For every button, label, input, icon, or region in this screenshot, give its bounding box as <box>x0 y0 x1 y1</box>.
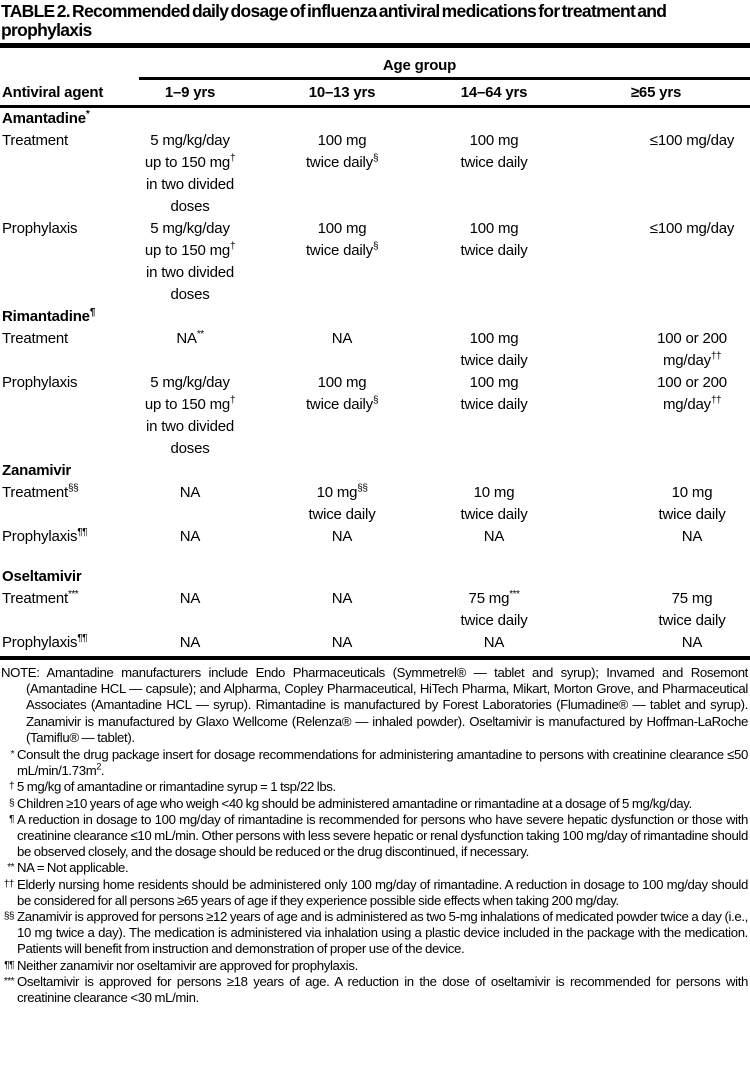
footnote <box>0 860 750 876</box>
row-label-cell: Prophylaxis <box>2 220 78 237</box>
dosage-row <box>0 130 750 218</box>
footnote-marker: ** <box>7 862 14 874</box>
dosage-line: twice daily <box>460 396 528 413</box>
dosage-line: twice daily§ <box>305 241 379 259</box>
dosage-line: doses <box>170 440 210 457</box>
age-column-header: 1–9 yrs <box>122 80 258 107</box>
dosage-cell <box>562 588 750 632</box>
footnote-marker: ¶ <box>9 813 14 825</box>
section-gap-cell <box>0 548 750 566</box>
dosage-line: 100 mg <box>317 374 367 391</box>
dosage-line: twice daily <box>460 612 528 629</box>
footnote <box>0 812 750 861</box>
dosage-line: 100 mg <box>469 132 519 149</box>
age-group-spacer-cell <box>0 55 122 80</box>
dosage-cell <box>426 218 562 306</box>
dosage-line: doses <box>170 198 210 215</box>
dosage-line: 100 mg <box>469 220 519 237</box>
drug-name-row <box>0 306 750 328</box>
dosage-cell <box>562 526 750 548</box>
dosage-line: 100 mg <box>317 220 367 237</box>
footnote-text: Neither zanamivir nor oseltamivir are approved for prophylaxis. <box>17 957 358 973</box>
footnote-text: Zanamivir is approved for persons ≥12 years of age and is administered as two 5-mg inhalations of medicated powder twice a day (i.e., 10 mg twice a day). The medication is administered via inhalation using a plastic device included in the package with the medication. Patients will benefit from instruction and demonstration of proper use of the device. <box>17 909 748 957</box>
dosage-cell <box>562 482 750 526</box>
dosage-cell <box>426 328 562 372</box>
dosage-cell <box>426 588 562 632</box>
footnote-marker: § <box>8 797 14 809</box>
dosage-cell <box>258 130 426 218</box>
drug-name-cell: Rimantadine¶ <box>2 307 95 325</box>
age-group-label: Age group <box>382 57 457 74</box>
footnotes <box>0 746 750 1006</box>
dosage-cell <box>122 328 258 372</box>
footnote-text: A reduction in dosage to 100 mg/day of rimantadine is recommended for persons who have severe hepatic dysfunction or those with creatinine clearance ≤10 mL/min. Other persons with less severe hepatic or renal dysfunction taking 100 mg/day of rimantadine should be observed closely, and the dosage should be reduced or the drug discontinued, if necessary. <box>17 811 748 860</box>
dosage-line: in two divided <box>145 176 235 193</box>
footnote-text: 5 mg/kg of amantadine or rimantadine syrup = 1 tsp/22 lbs. <box>17 779 336 795</box>
dosage-row <box>0 328 750 372</box>
footnote-text: Oseltamivir is approved for persons ≥18 years of age. A reduction in the dose of oseltamivir is recommended for persons with creatinine clearance <30 mL/min. <box>17 973 748 1006</box>
dosage-cell <box>258 328 426 372</box>
drug-name-cell: Oseltamivir <box>2 568 82 585</box>
dosage-line: NA <box>331 330 353 347</box>
dosage-cell <box>122 218 258 306</box>
drug-name-cell: Zanamivir <box>2 462 72 479</box>
dosage-line: up to 150 mg† <box>144 241 236 259</box>
dosage-cell <box>258 632 426 654</box>
dosage-line: 100 mg <box>469 330 519 347</box>
dosage-cell <box>426 130 562 218</box>
note-text: Amantadine manufacturers include Endo Pharmaceuticals (Symmetrel® — tablet and syrup); Invamed and Rosemont (Amantadine HCL — capsule); and Alpharma, Copley Pharmaceutical, HiTech Pharma, Mikart, Morton Grove, and Pharmaceutical Associates (Amantadine HCL — syrup). Rimantadine is manufactured by Forest Laboratories (Flumadine® — tablet and syrup). Zanamivir is manufactured by Glaxo Wellcome (Relenza® — inhaled powder). Oseltamivir is manufactured by Hoffman-LaRoche (Tamiflu® — tablet). <box>26 665 748 745</box>
age-column-header: 10–13 yrs <box>258 80 426 107</box>
dosage-cell <box>562 130 750 218</box>
footnote-marker: †† <box>3 878 14 890</box>
dosage-line: twice daily <box>460 352 528 369</box>
dosage-row <box>0 588 750 632</box>
drug-name-row <box>0 460 750 482</box>
row-label-cell: Treatment*** <box>2 589 79 607</box>
dosage-row <box>0 372 750 460</box>
footnote <box>0 958 750 974</box>
dosage-line: ≤100 mg/day <box>649 132 735 149</box>
footnote <box>0 909 750 958</box>
title-rule <box>0 43 750 48</box>
age-column-header: ≥65 yrs <box>562 80 750 107</box>
drug-name-row <box>0 107 750 131</box>
footnote-marker: ¶¶ <box>4 959 14 971</box>
footnote-marker: §§ <box>3 911 14 923</box>
dosage-line: NA <box>179 484 201 501</box>
dosage-line: twice daily§ <box>305 153 379 171</box>
footnote <box>0 796 750 812</box>
drug-name-row <box>0 566 750 588</box>
dosage-line: twice daily <box>658 612 726 629</box>
age-column-header: 14–64 yrs <box>426 80 562 107</box>
footnote-text: Consult the drug package insert for dosage recommendations for administering amantadine to persons with creatinine clearance ≤50 $mL/\min/1.73m^2$. <box>17 747 748 779</box>
dosage-line: NA <box>681 634 703 651</box>
dosage-line: 75 mg <box>671 590 713 607</box>
dosage-line: NA** <box>176 329 204 347</box>
footnote <box>0 877 750 909</box>
dosage-line: twice daily <box>658 506 726 523</box>
dosage-line: 5 mg/kg/day <box>150 132 230 149</box>
dosage-line: 10 mg <box>473 484 515 501</box>
dosage-cell <box>426 632 562 654</box>
dosage-line: 10 mg <box>671 484 713 501</box>
footnote-marker: † <box>8 781 14 793</box>
dosage-line: NA <box>681 528 703 545</box>
dosage-line: 100 or 200 mg/day†† <box>657 374 727 413</box>
footnote <box>0 747 750 779</box>
dosage-line: doses <box>170 286 210 303</box>
dosage-cell <box>562 328 750 372</box>
dosage-cell <box>122 482 258 526</box>
footnote <box>0 974 750 1006</box>
row-label-cell: Treatment§§ <box>2 483 79 501</box>
dosage-cell <box>562 372 750 460</box>
antiviral-agent-header: Antiviral agent <box>0 80 122 107</box>
dosage-cell <box>426 482 562 526</box>
dosage-line: NA <box>179 634 201 651</box>
dosage-table <box>0 55 750 654</box>
dosage-line: 5 mg/kg/day <box>150 374 230 391</box>
dosage-line: twice daily <box>460 154 528 171</box>
footnote <box>0 779 750 795</box>
dosage-line: 75 mg*** <box>468 589 520 607</box>
dosage-line: 100 or 200 mg/day†† <box>657 330 727 369</box>
row-label-cell: Treatment <box>2 132 69 149</box>
dosage-line: NA <box>179 590 201 607</box>
note-label: NOTE: <box>1 665 40 680</box>
table-title: TABLE 2. Recommended daily dosage of influenza antiviral medications for treatment and prophylaxis <box>1 1 667 40</box>
age-group-underline <box>139 57 750 80</box>
dosage-line: twice daily§ <box>305 395 379 413</box>
drug-name-cell: Amantadine* <box>2 109 90 127</box>
row-label-cell: Prophylaxis¶¶ <box>2 633 88 651</box>
dosage-line: NA <box>331 634 353 651</box>
dosage-line: 10 mg§§ <box>316 483 368 501</box>
dosage-line: up to 150 mg† <box>144 395 236 413</box>
row-label-cell: Treatment <box>2 330 69 347</box>
section-gap-row <box>0 548 750 566</box>
dosage-cell <box>122 372 258 460</box>
dosage-row <box>0 632 750 654</box>
dosage-cell <box>122 526 258 548</box>
dosage-cell <box>258 526 426 548</box>
dosage-line: 100 mg <box>317 132 367 149</box>
dosage-line: NA <box>331 528 353 545</box>
dosage-line: in two divided <box>145 418 235 435</box>
footnote-text: Children ≥10 years of age who weigh <40 kg should be administered amantadine or rimantadine at a dosage of 5 mg/kg/day. <box>17 795 692 811</box>
footnote-text: NA = Not applicable. <box>17 860 129 876</box>
dosage-cell <box>258 588 426 632</box>
dosage-line: 5 mg/kg/day <box>150 220 230 237</box>
dosage-line: twice daily <box>308 506 376 523</box>
column-header-row <box>0 80 750 107</box>
dosage-line: in two divided <box>145 264 235 281</box>
dosage-line: up to 150 mg† <box>144 153 236 171</box>
footnote-marker: * <box>10 749 14 761</box>
dosage-row <box>0 526 750 548</box>
dosage-cell <box>426 526 562 548</box>
dosage-cell <box>562 632 750 654</box>
dosage-cell <box>122 588 258 632</box>
dosage-line: twice daily <box>460 242 528 259</box>
dosage-cell <box>122 632 258 654</box>
dosage-line: NA <box>179 528 201 545</box>
dosage-line: NA <box>483 528 505 545</box>
dosage-line: twice daily <box>460 506 528 523</box>
age-group-cell <box>122 55 750 80</box>
row-label-cell: Prophylaxis <box>2 374 78 391</box>
dosage-row <box>0 218 750 306</box>
dosage-line: 100 mg <box>469 374 519 391</box>
dosage-row <box>0 482 750 526</box>
dosage-cell <box>562 218 750 306</box>
dosage-cell <box>122 130 258 218</box>
dosage-cell <box>258 218 426 306</box>
dosage-line: NA <box>483 634 505 651</box>
footnote-text: Elderly nursing home residents should be administered only 100 mg/day of rimantadine. A reduction in dosage to 100 mg/day should be considered for all persons ≥65 years of age if they experience possible side effects when taking 200 mg/day. <box>17 876 748 908</box>
dosage-line: ≤100 mg/day <box>649 220 735 237</box>
dosage-cell <box>426 372 562 460</box>
dosage-line: NA <box>331 590 353 607</box>
dosage-cell <box>258 372 426 460</box>
age-group-row <box>0 55 750 80</box>
row-label-cell: Prophylaxis¶¶ <box>2 527 88 545</box>
dosage-cell <box>258 482 426 526</box>
note-paragraph <box>0 660 750 746</box>
footnote-marker: *** <box>3 975 14 987</box>
